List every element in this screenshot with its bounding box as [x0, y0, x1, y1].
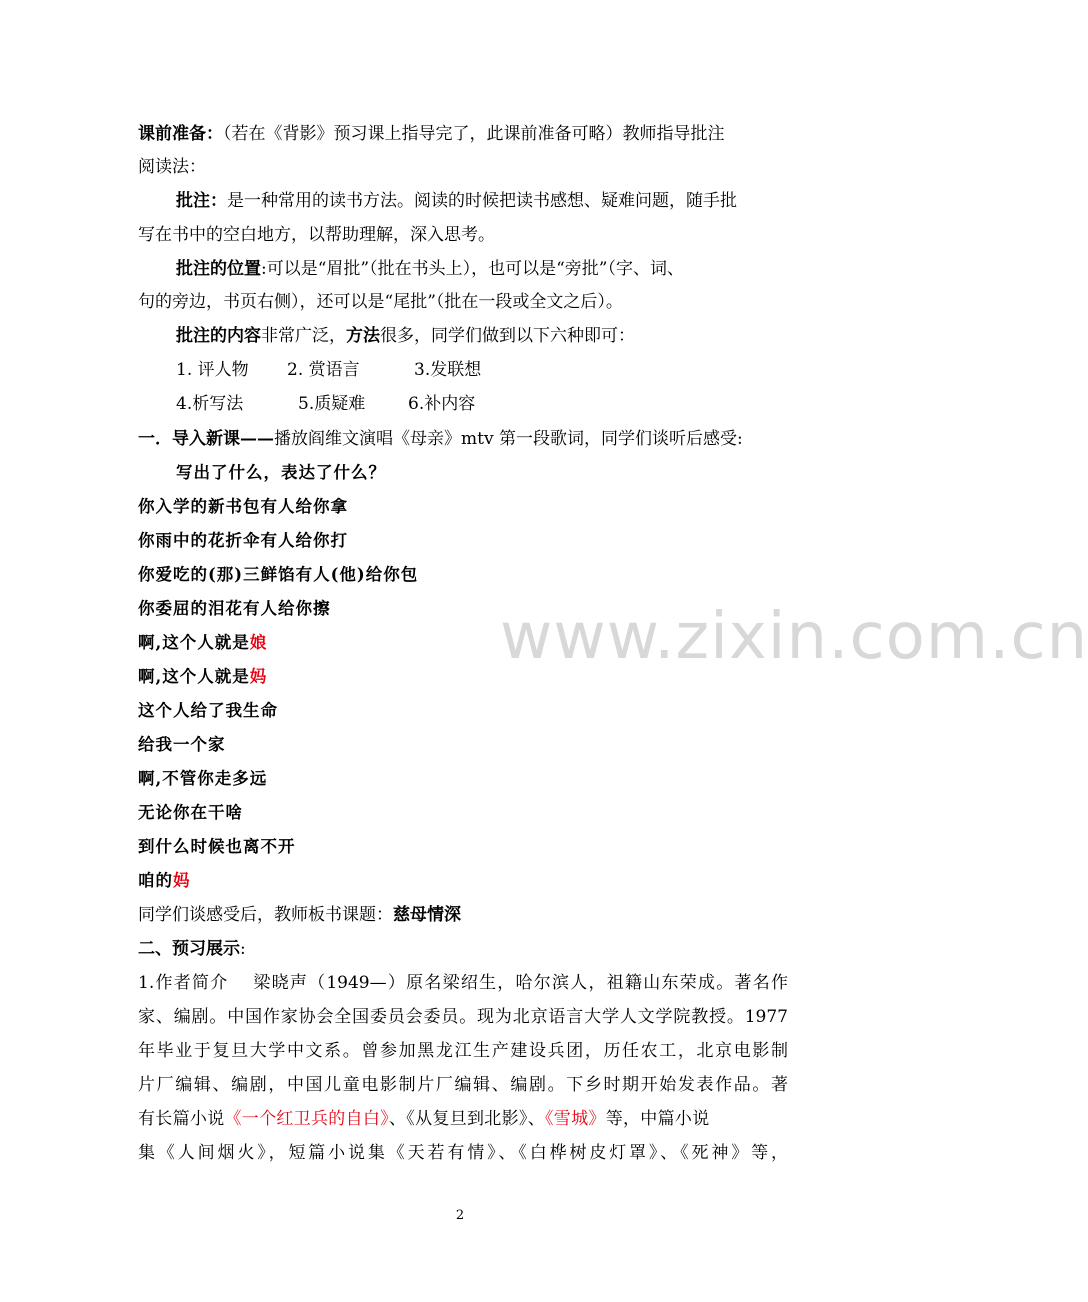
author-text: 有长篇小说: [138, 1109, 225, 1129]
prep-text-2: 阅读法：: [138, 157, 206, 177]
intro-label: 一．导入新课——: [138, 429, 274, 449]
content-label-2: 方法: [346, 326, 380, 346]
lyric-line-4: 你委屈的泪花有人给你擦: [138, 599, 331, 618]
lyric-highlight: 妈: [249, 667, 268, 686]
position-line-1: [176, 257, 826, 281]
section-2-colon: :: [240, 939, 246, 959]
book-title-highlight: 《雪城》: [545, 1109, 606, 1129]
intro-question: 写出了什么，表达了什么？: [176, 463, 386, 482]
lyric-line-9: 啊,不管你走多远: [138, 769, 268, 788]
author-text: 等，中篇小说: [605, 1109, 710, 1129]
prep-text-1: （若在《背影》预习课上指导完了，此课前准备可略）教师指导批注: [223, 124, 725, 144]
pizhu-line-2: [138, 223, 788, 247]
pizhu-line-1: [176, 189, 826, 213]
content-label-1: 批注的内容: [176, 326, 261, 346]
lyric-line-3: 你爱吃的(那)三鲜馅有人(他)给你包: [138, 565, 419, 584]
lyric-line-5: [138, 631, 788, 655]
method-item: 1. 评人物: [176, 360, 249, 380]
pizhu-text-2: 写在书中的空白地方，以帮助理解，深入思考。: [138, 225, 495, 245]
lyric-text: 啊,这个人就是: [138, 667, 250, 686]
method-item: 4.析写法: [176, 394, 244, 414]
prep-line-2: [138, 155, 788, 179]
methods-row-1: [176, 358, 826, 382]
after-text: 同学们谈感受后，教师板书课题：: [138, 905, 393, 925]
lyric-line-2: 你雨中的花折伞有人给你打: [138, 531, 348, 550]
lyric-text: 啊,这个人就是: [138, 633, 250, 652]
method-item: 3.发联想: [414, 360, 482, 380]
author-line-3: 年毕业于复旦大学中文系。曾参加黑龙江生产建设兵团，历任农工，北京电影制: [138, 1041, 788, 1061]
method-item: 5.质疑难: [298, 394, 366, 414]
lyric-line-6: [138, 665, 788, 689]
section-2-heading: [138, 937, 788, 961]
pizhu-label: 批注：: [176, 191, 227, 211]
lyric-line-1: 你入学的新书包有人给你拿: [138, 497, 348, 516]
prep-line-1: [138, 122, 788, 146]
page-number: 2: [455, 1208, 465, 1223]
method-item: 2. 赏语言: [287, 360, 360, 380]
author-line-4: 片厂编辑、编剧，中国儿童电影制片厂编辑、编剧。下乡时期开始发表作品。著: [138, 1075, 788, 1095]
position-text-1: :可以是“眉批”（批在书头上），也可以是“旁批”（字、词、: [261, 259, 684, 279]
content-text-2: 很多，同学们做到以下六种即可：: [380, 326, 635, 346]
author-line-5: [138, 1107, 788, 1131]
lyric-highlight: 娘: [249, 633, 268, 652]
watermark: www.zixin.com.cn: [500, 600, 1088, 674]
content-text-1: 非常广泛，: [261, 326, 346, 346]
after-line: [138, 903, 788, 927]
position-line-2: [138, 290, 788, 314]
method-item: 6.补内容: [408, 394, 476, 414]
section-2-label: 二、预习展示: [138, 939, 240, 959]
lyric-text: 咱的: [138, 871, 173, 890]
book-title-highlight: 《一个红卫兵的自白》: [224, 1109, 389, 1129]
author-text: 、《从复旦到北影》、: [389, 1109, 545, 1129]
lyric-line-8: 给我一个家: [138, 735, 226, 754]
pizhu-text-1: 是一种常用的读书方法。阅读的时候把读书感想、疑难问题，随手批: [227, 191, 737, 211]
lyric-line-11: 到什么时候也离不开: [138, 837, 296, 856]
position-label: 批注的位置: [176, 259, 261, 279]
author-line-1: 1.作者简介 梁晓声（1949—）原名梁绍生，哈尔滨人，祖籍山东荣成。著名作: [138, 973, 788, 993]
lyric-line-7: 这个人给了我生命: [138, 701, 278, 720]
intro-text: 播放阎维文演唱《母亲》mtv 第一段歌词，同学们谈听后感受:: [274, 429, 743, 449]
lyric-highlight: 妈: [173, 871, 191, 890]
lyric-line-12: [138, 869, 788, 893]
content-line: [176, 324, 826, 348]
methods-row-2: [176, 392, 826, 416]
author-line-2: 家、编剧。中国作家协会全国委员会委员。现为北京语言大学人文学院教授。1977: [138, 1007, 788, 1027]
lyric-line-10: 无论你在干啥: [138, 803, 243, 822]
position-text-2: 句的旁边，书页右侧），还可以是“尾批”（批在一段或全文之后）。: [138, 292, 623, 312]
intro-line: [138, 427, 788, 451]
author-line-6: 集《人间烟火》，短篇小说集《天若有情》、《白桦树皮灯罩》、《死神》等，: [138, 1143, 788, 1163]
lesson-title: 慈母情深: [393, 905, 461, 925]
prep-label: 课前准备：: [138, 124, 223, 144]
